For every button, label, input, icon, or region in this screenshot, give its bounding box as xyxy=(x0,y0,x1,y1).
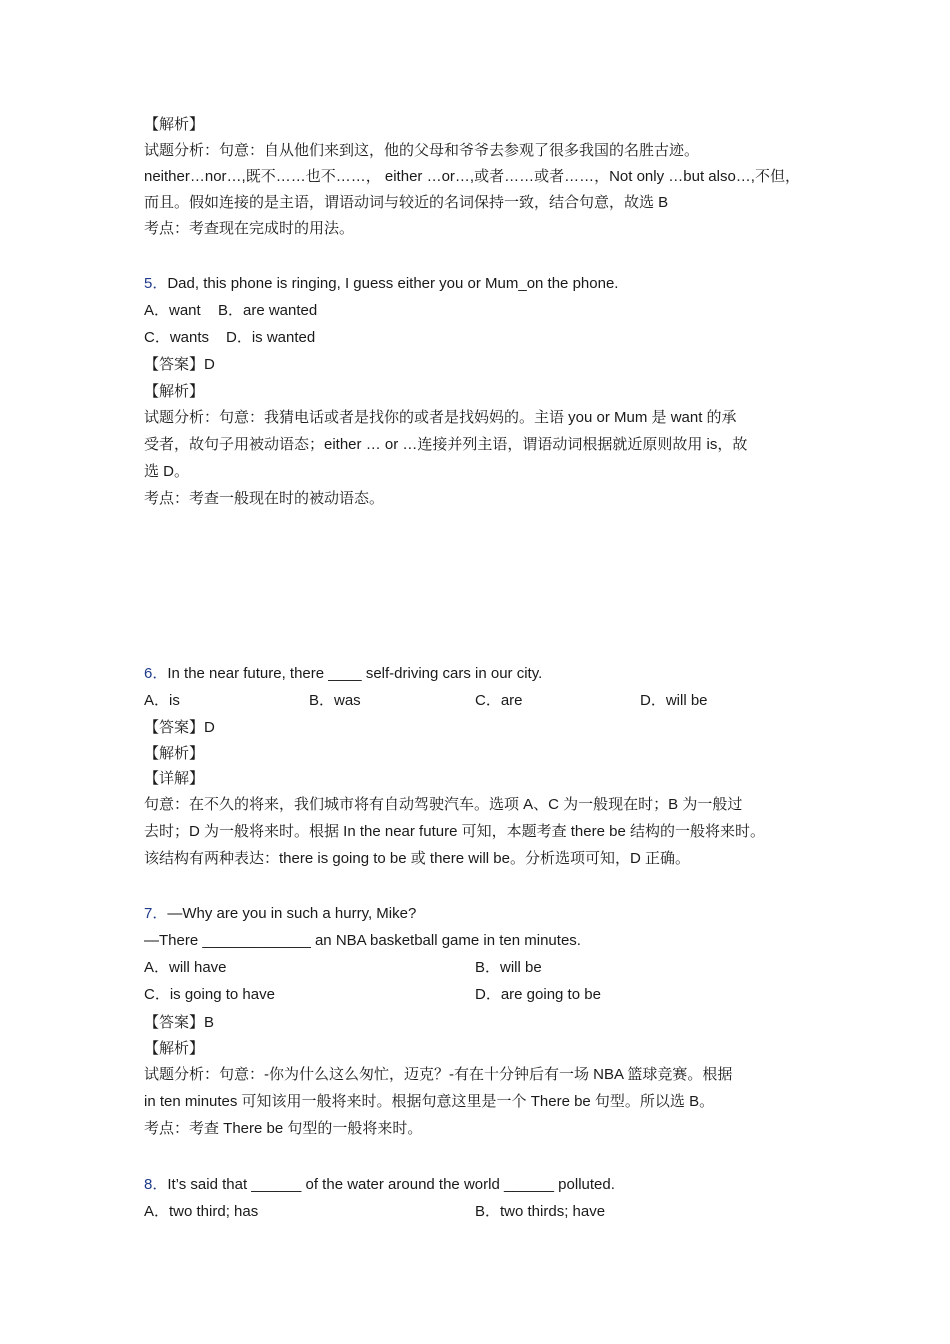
q5-point: 考点：考查一般现在时的被动语态。 xyxy=(144,490,385,507)
q5-answer: 【答案】D xyxy=(144,356,215,373)
q5-option-b: B．are wanted xyxy=(218,302,318,319)
q6-detail-line-1: 句意：在不久的将来，我们城市将有自动驾驶汽车。选项 A、C 为一般现在时；B 为一般过 xyxy=(144,796,743,813)
q5-analysis-line-1: 试题分析：句意：我猜电话或者是找你的或者是找妈妈的。主语 you or Mum 是 want 的承 xyxy=(144,409,737,426)
q5-option-a: A．want xyxy=(144,302,201,319)
q7-analysis-label: 【解析】 xyxy=(144,1040,205,1057)
q4-analysis-line-3: 而且。假如连接的是主语，谓语动词与较近的名词保持一致，结合句意，故选 B xyxy=(144,194,669,211)
q7-stem-2: —There _____________ an NBA basketball game in ten minutes. xyxy=(144,932,581,949)
q5-analysis-label: 【解析】 xyxy=(144,383,205,400)
q5-analysis-line-2: 受者，故句子用被动语态；either … or …连接并列主语，谓语动词根据就近原则故用 is，故 xyxy=(144,436,748,453)
q5-question xyxy=(144,274,618,294)
q5-analysis-line-3: 选 D。 xyxy=(144,463,190,480)
q7-option-a: A．will have xyxy=(144,959,227,976)
q5-number: 5． xyxy=(144,275,168,292)
q7-analysis-line-1: 试题分析：句意：-你为什么这么匆忙，迈克？-有在十分钟后有一场 NBA 篮球竞赛。根据 xyxy=(144,1066,733,1083)
q7-answer: 【答案】B xyxy=(144,1014,215,1031)
q8-option-b: B．two thirds; have xyxy=(475,1203,606,1220)
q6-option-c: C．are xyxy=(475,692,523,709)
q7-question xyxy=(144,904,416,924)
q8-stem: It’s said that ______ of the water around the world ______ polluted. xyxy=(167,1176,615,1193)
q6-answer: 【答案】D xyxy=(144,719,215,736)
q5-option-c: C．wants xyxy=(144,329,210,346)
q6-stem: In the near future, there ____ self-driving cars in our city. xyxy=(167,665,543,682)
q7-option-c: C．is going to have xyxy=(144,986,275,1003)
q4-point: 考点：考查现在完成时的用法。 xyxy=(144,220,355,237)
q6-detail-label: 【详解】 xyxy=(144,770,205,787)
q4-analysis-line-2: neither…nor…,既不……也不……， either …or…,或者……或者……，Not only …but also…,不但， xyxy=(144,168,800,185)
q7-analysis-line-2: in ten minutes 可知该用一般将来时。根据句意这里是一个 There be 句型。所以选 B。 xyxy=(144,1093,715,1110)
q6-option-b: B．was xyxy=(309,692,361,709)
q4-analysis-label: 【解析】 xyxy=(144,116,205,133)
q8-number: 8． xyxy=(144,1176,168,1193)
q6-option-d: D．will be xyxy=(640,692,708,709)
q6-question xyxy=(144,664,542,684)
q8-question xyxy=(144,1175,615,1195)
q7-option-b: B．will be xyxy=(475,959,542,976)
q5-stem: Dad, this phone is ringing, I guess either you or Mum_on the phone. xyxy=(167,275,619,292)
q7-point: 考点：考查 There be 句型的一般将来时。 xyxy=(144,1120,423,1137)
q6-option-a: A．is xyxy=(144,692,180,709)
q5-option-d: D．is wanted xyxy=(226,329,316,346)
q7-number: 7． xyxy=(144,905,168,922)
q8-option-a: A．two third; has xyxy=(144,1203,259,1220)
q6-detail-line-2: 去时；D 为一般将来时。根据 In the near future 可知，本题考查 there be 结构的一般将来时。 xyxy=(144,823,765,840)
q7-stem: —Why are you in such a hurry, Mike? xyxy=(167,905,417,922)
q4-analysis-line-1: 试题分析：句意：自从他们来到这，他的父母和爷爷去参观了很多我国的名胜古迹。 xyxy=(144,142,700,159)
q6-number: 6． xyxy=(144,665,168,682)
q6-analysis-label: 【解析】 xyxy=(144,745,205,762)
q6-detail-line-3: 该结构有两种表达：there is going to be 或 there will be。分析选项可知，D 正确。 xyxy=(144,850,690,867)
q7-option-d: D．are going to be xyxy=(475,986,601,1003)
